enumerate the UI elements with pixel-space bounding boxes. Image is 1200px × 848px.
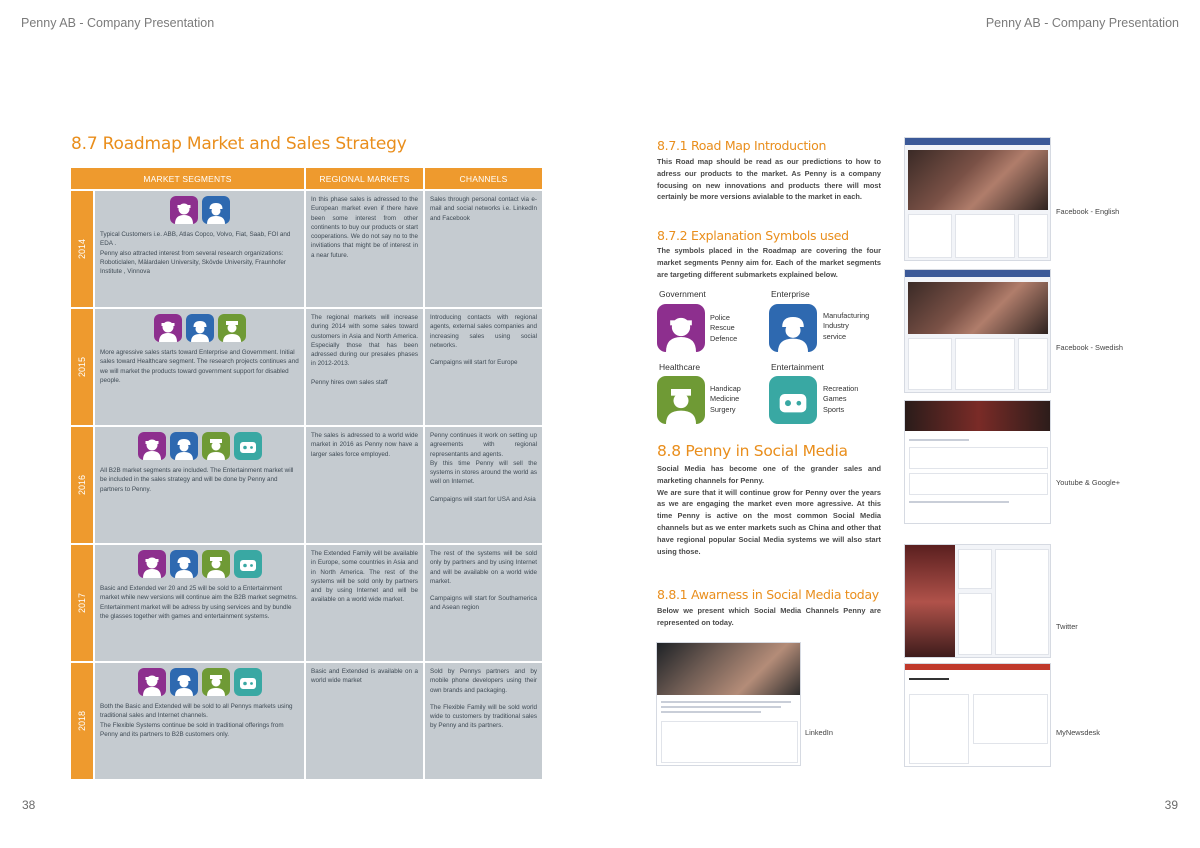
youtube-google-screenshot <box>904 400 1051 524</box>
table-row-2017 <box>71 545 542 661</box>
enterprise-icon <box>186 314 214 342</box>
submarket-label: Recreation <box>823 384 859 393</box>
submarket-label: service <box>823 331 847 341</box>
segments-text: More agressive sales starts toward Enterprise and Government. Initial sales toward Healthcare segment. The research projects continues and we will market the products toward government support for disabled people. <box>100 349 299 384</box>
segment-icons <box>100 668 299 696</box>
symbols-text: The symbols placed in the Roadmap are covering the four market segments Penny aim for. Each of the market segments are targeting different submarkets explained below. <box>657 246 881 279</box>
submarket-label: Medicine <box>710 394 740 404</box>
submarket-label: Surgery <box>710 404 736 414</box>
youtube-google-label: Youtube & Google+ <box>1056 478 1121 487</box>
table-row-2014 <box>71 191 542 307</box>
symbol-label-healthcare: Healthcare <box>659 362 701 372</box>
submarket-label: Industry <box>823 321 849 331</box>
regional-text: The regional markets will increase during 2014 with some sales toward customers in Asia and North America. Especially those that has been adressed during our presales phases in 2012-2013. Penny hires own sales staff <box>311 314 418 387</box>
channels-text: Introducing contacts with regional agents, external sales companies and increasing sales using social networks. <box>430 314 537 349</box>
column-header-channels: CHANNELS <box>425 168 542 189</box>
segments-cell <box>95 191 304 307</box>
twitter-label: Twitter <box>1056 622 1078 631</box>
year-label: 2014 <box>77 238 87 260</box>
channels-text: Sales through personal contact via e-mail and social networks i.e. LinkedIn and Facebook <box>430 196 537 222</box>
submarket-label: Police <box>710 313 730 322</box>
channels-cell <box>425 663 542 779</box>
healthcare-submarkets <box>710 384 741 415</box>
column-header-regional-markets: REGIONAL MARKETS <box>306 168 423 189</box>
table-row-2015 <box>71 309 542 425</box>
table-row-2018 <box>71 663 542 779</box>
symbol-label-enterprise: Enterprise <box>771 289 810 299</box>
roadmap-table <box>71 168 542 779</box>
enterprise-icon <box>202 196 230 224</box>
right-page-number: 39 <box>1164 798 1178 812</box>
facebook-swedish-screenshot <box>904 269 1051 393</box>
government-submarkets <box>710 313 737 344</box>
regional-cell <box>306 427 423 543</box>
enterprise-icon <box>170 432 198 460</box>
year-label: 2015 <box>77 356 87 378</box>
social-heading: 8.8 Penny in Social Media <box>657 442 848 460</box>
campaign-text: Campaigns will start for USA and Asia <box>430 495 536 503</box>
regional-text: In this phase sales is adressed to the European market even if there have been some interest from other continents to buy our products or start cooperations. We do not say no to the invitiations that might be of interest in a near future. <box>311 196 418 259</box>
healthcare-icon <box>657 376 705 424</box>
right-page-header: Penny AB - Company Presentation <box>985 16 1179 30</box>
regional-cell <box>306 191 423 307</box>
healthcare-icon <box>202 432 230 460</box>
enterprise-icon <box>170 550 198 578</box>
year-cell <box>71 663 93 779</box>
entertainment-icon <box>769 376 817 424</box>
channels-text: Penny continues it work on setting up agreements with regional representants and agents. By this time Penny will sell the systems in stores around the world as well on Internet. <box>430 432 537 486</box>
year-cell <box>71 545 93 661</box>
regional-text: The sales is adressed to a world wide market in 2016 as Penny now have a larger sales force employed. <box>311 432 418 458</box>
submarket-label: Defence <box>710 333 738 343</box>
government-icon <box>138 668 166 696</box>
government-icon <box>138 432 166 460</box>
year-cell <box>71 191 93 307</box>
year-label: 2018 <box>77 710 87 732</box>
healthcare-icon <box>218 314 246 342</box>
segments-text: All B2B market segments are included. The Entertainment market will be included in the sales strategy and will be done by Penny and partners to Penny. <box>100 467 294 493</box>
channels-text: The rest of the systems will be sold only by partners and by using Internet and will be available on a world wide market. <box>430 550 537 585</box>
channels-cell <box>425 545 542 661</box>
campaign-text: The Flexible Family will be sold world wide to customers by traditional sales by Penny and its partners. <box>430 703 537 730</box>
facebook-swedish-label: Facebook - Swedish <box>1056 343 1123 352</box>
campaign-text: Campaigns will start for Europe <box>430 359 518 367</box>
government-icon <box>154 314 182 342</box>
enterprise-icon <box>170 668 198 696</box>
regional-text: The Extended Family will be available in Europe, some countries in Asia and in North America. The rest of the systems will be sold only by partners and by using Internet and will be available on a world wide market. <box>311 550 418 604</box>
entertainment-icon <box>234 432 262 460</box>
intro-text: This Road map should be read as our predictions to how to adress our products to the market. As Penny is a company focusing on new innovations and products there will most certainly be more versions avialable to the market in each. <box>657 157 881 202</box>
linkedin-screenshot <box>656 642 801 766</box>
facebook-english-label: Facebook - English <box>1056 207 1120 216</box>
segments-cell <box>95 427 304 543</box>
channels-text: Sold by Pennys partners and by mobile phone developers using their own brands and packaging. <box>430 668 537 694</box>
year-label: 2016 <box>77 474 87 496</box>
government-icon <box>657 304 705 352</box>
intro-heading: 8.7.1 Road Map Introduction <box>657 138 827 153</box>
submarket-label: Sports <box>823 404 845 414</box>
symbols-heading: 8.7.2 Explanation Symbols used <box>657 228 849 243</box>
entertainment-submarkets <box>823 384 858 415</box>
symbol-label-government: Government <box>659 289 706 299</box>
facebook-english-screenshot <box>904 137 1051 261</box>
mynewsdesk-label: MyNewsdesk <box>1056 728 1100 737</box>
social-text: Social Media has become one of the grander sales and marketing channels for Penny. We are sure that it will continue grow for Penny over the years as we are engaging the market even more agressive. At this time Penny is active on the most common Social Media channels but as we enter markets such as China and other that have regional popular Social Media systems we will also start using those. <box>657 464 881 556</box>
segment-icons <box>100 314 299 342</box>
segments-text: Basic and Extended ver 20 and 25 will be sold to a Entertainment market while new versions will continue aim the B2B market segmetns. Entertainment market will be adress by using services and by bundle the glasses together with games and entertainment systems. <box>100 585 298 620</box>
channels-cell <box>425 191 542 307</box>
enterprise-submarkets <box>823 311 869 342</box>
government-icon <box>138 550 166 578</box>
awareness-heading: 8.8.1 Awarness in Social Media today <box>657 587 879 602</box>
mynewsdesk-screenshot <box>904 663 1051 767</box>
year-cell <box>71 427 93 543</box>
twitter-screenshot <box>904 544 1051 658</box>
regional-cell <box>306 663 423 779</box>
left-page-number: 38 <box>22 798 36 812</box>
segment-icons <box>100 432 299 460</box>
submarket-label: Handicap <box>710 384 741 393</box>
regional-cell <box>306 545 423 661</box>
entertainment-icon <box>234 550 262 578</box>
column-header-market-segments: MARKET SEGMENTS <box>71 168 304 189</box>
government-icon <box>170 196 198 224</box>
linkedin-label: LinkedIn <box>805 728 833 737</box>
regional-cell <box>306 309 423 425</box>
enterprise-icon <box>769 304 817 352</box>
healthcare-icon <box>202 668 230 696</box>
submarket-label: Manufacturing <box>823 311 870 320</box>
healthcare-icon <box>202 550 230 578</box>
channels-cell <box>425 309 542 425</box>
awareness-text: Below we present which Social Media Channels Penny are represented on today. <box>657 606 881 627</box>
roadmap-title: 8.7 Roadmap Market and Sales Strategy <box>71 134 407 154</box>
segments-text: Typical Customers i.e. ABB, Atlas Copco, Volvo, Fiat, Saab, FOI and EDA . Penny also attracted interest from several research organizations: Roboticlalen, Mälardalen University, Skövde University, Fraunhofer Institute , Vinnova <box>100 231 291 276</box>
campaign-text: Campaigns will start for Southamerica and Asean region <box>430 595 537 612</box>
left-page-header: Penny AB - Company Presentation <box>21 16 215 30</box>
submarket-label: Games <box>823 394 847 404</box>
segment-icons <box>100 550 299 578</box>
segments-cell <box>95 309 304 425</box>
segments-cell <box>95 545 304 661</box>
submarket-label: Rescue <box>710 323 735 333</box>
symbol-label-entertainment: Entertainment <box>771 362 824 372</box>
segments-text: Both the Basic and Extended will be sold to all Pennys markets using traditional sales and Internet channels. The Flexible Systems continue be sold in traditional offerings from Penny and its partners to B2B customers only. <box>100 703 293 738</box>
entertainment-icon <box>234 668 262 696</box>
segments-cell <box>95 663 304 779</box>
year-label: 2017 <box>77 592 87 614</box>
regional-text: Basic and Extended is available on a world wide market <box>311 668 418 685</box>
year-cell <box>71 309 93 425</box>
channels-cell <box>425 427 542 543</box>
table-row-2016 <box>71 427 542 543</box>
segment-icons <box>100 196 299 224</box>
